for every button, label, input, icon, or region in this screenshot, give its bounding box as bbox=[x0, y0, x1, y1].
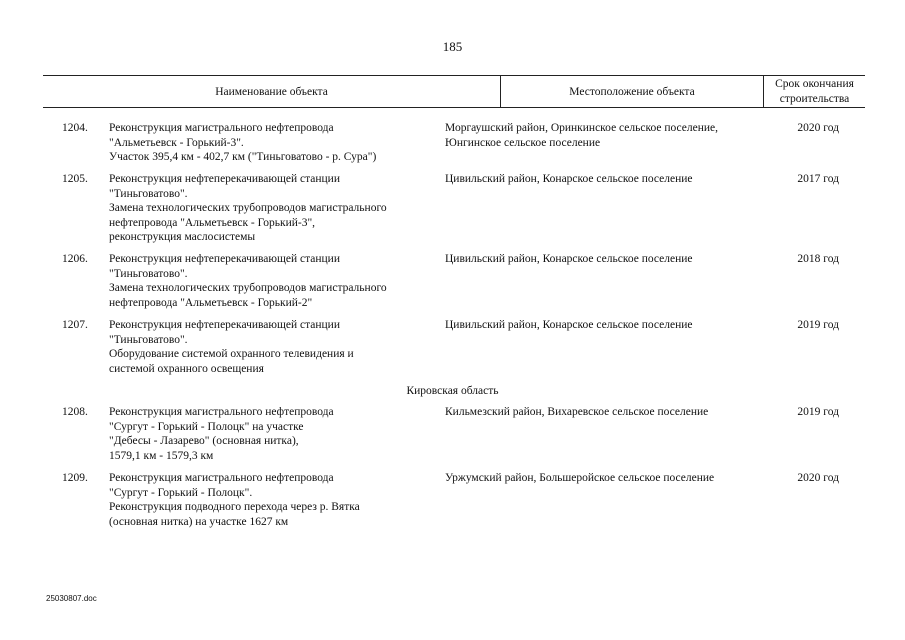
row-number: 1208. bbox=[62, 406, 88, 418]
table-header-rule bbox=[43, 107, 865, 108]
header-location: Местоположение объекта bbox=[569, 86, 695, 98]
object-name: Реконструкция магистрального нефтепровода "Сургут - Горький - Полоцк". Реконструкция подводного перехода через р. Вятка (основная нитка) на участке 1627 км bbox=[109, 472, 360, 528]
object-location: Моргаушский район, Оринкинское сельское поселение, Юнгинское сельское поселение bbox=[445, 122, 719, 149]
header-name: Наименование объекта bbox=[215, 86, 328, 98]
object-name: Реконструкция нефтеперекачивающей станции "Тиньговатово". Оборудование системой охранного телевидения и системой охранного освещения bbox=[109, 319, 354, 375]
object-name: Реконструкция магистрального нефтепровода "Альметьевск - Горький-3". Участок 395,4 км - 402,7 км ("Тиньговатово - р. Сура") bbox=[109, 122, 377, 163]
row-number: 1206. bbox=[62, 253, 88, 265]
object-deadline: 2020 год bbox=[797, 122, 839, 134]
footer-document-code: 25030807.doc bbox=[46, 594, 97, 603]
table-top-rule bbox=[43, 75, 865, 76]
object-deadline: 2018 год bbox=[797, 253, 839, 265]
header-deadline: Срок окончания строительства bbox=[775, 78, 854, 105]
row-number: 1207. bbox=[62, 319, 88, 331]
row-number: 1204. bbox=[62, 122, 88, 134]
object-location: Цивильский район, Конарское сельское поселение bbox=[445, 173, 693, 185]
object-deadline: 2019 год bbox=[797, 319, 839, 331]
object-location: Цивильский район, Конарское сельское поселение bbox=[445, 253, 693, 265]
row-number: 1205. bbox=[62, 173, 88, 185]
page-number: 185 bbox=[442, 39, 463, 54]
object-name: Реконструкция магистрального нефтепровода "Сургут - Горький - Полоцк" на участке "Дебесы - Лазарево" (основная нитка), 1579,1 км - 1579,3 км bbox=[109, 406, 334, 462]
object-location: Уржумский район, Большеройское сельское поселение bbox=[445, 472, 715, 484]
row-number: 1209. bbox=[62, 472, 88, 484]
object-deadline: 2017 год bbox=[797, 173, 839, 185]
object-location: Кильмезский район, Вихаревское сельское поселение bbox=[445, 406, 709, 418]
object-location: Цивильский район, Конарское сельское поселение bbox=[445, 319, 693, 331]
object-name: Реконструкция нефтеперекачивающей станции "Тиньговатово". Замена технологических трубопроводов магистрального нефтепровода "Альметьевск - Горький-3", реконструкция маслосистемы bbox=[109, 173, 387, 243]
object-deadline: 2019 год bbox=[797, 406, 839, 418]
object-name: Реконструкция нефтеперекачивающей станции "Тиньговатово". Замена технологических трубопроводов магистрального нефтепровода "Альметьевск - Горький-2" bbox=[109, 253, 387, 309]
region-heading: Кировская область bbox=[406, 385, 499, 397]
object-deadline: 2020 год bbox=[797, 472, 839, 484]
